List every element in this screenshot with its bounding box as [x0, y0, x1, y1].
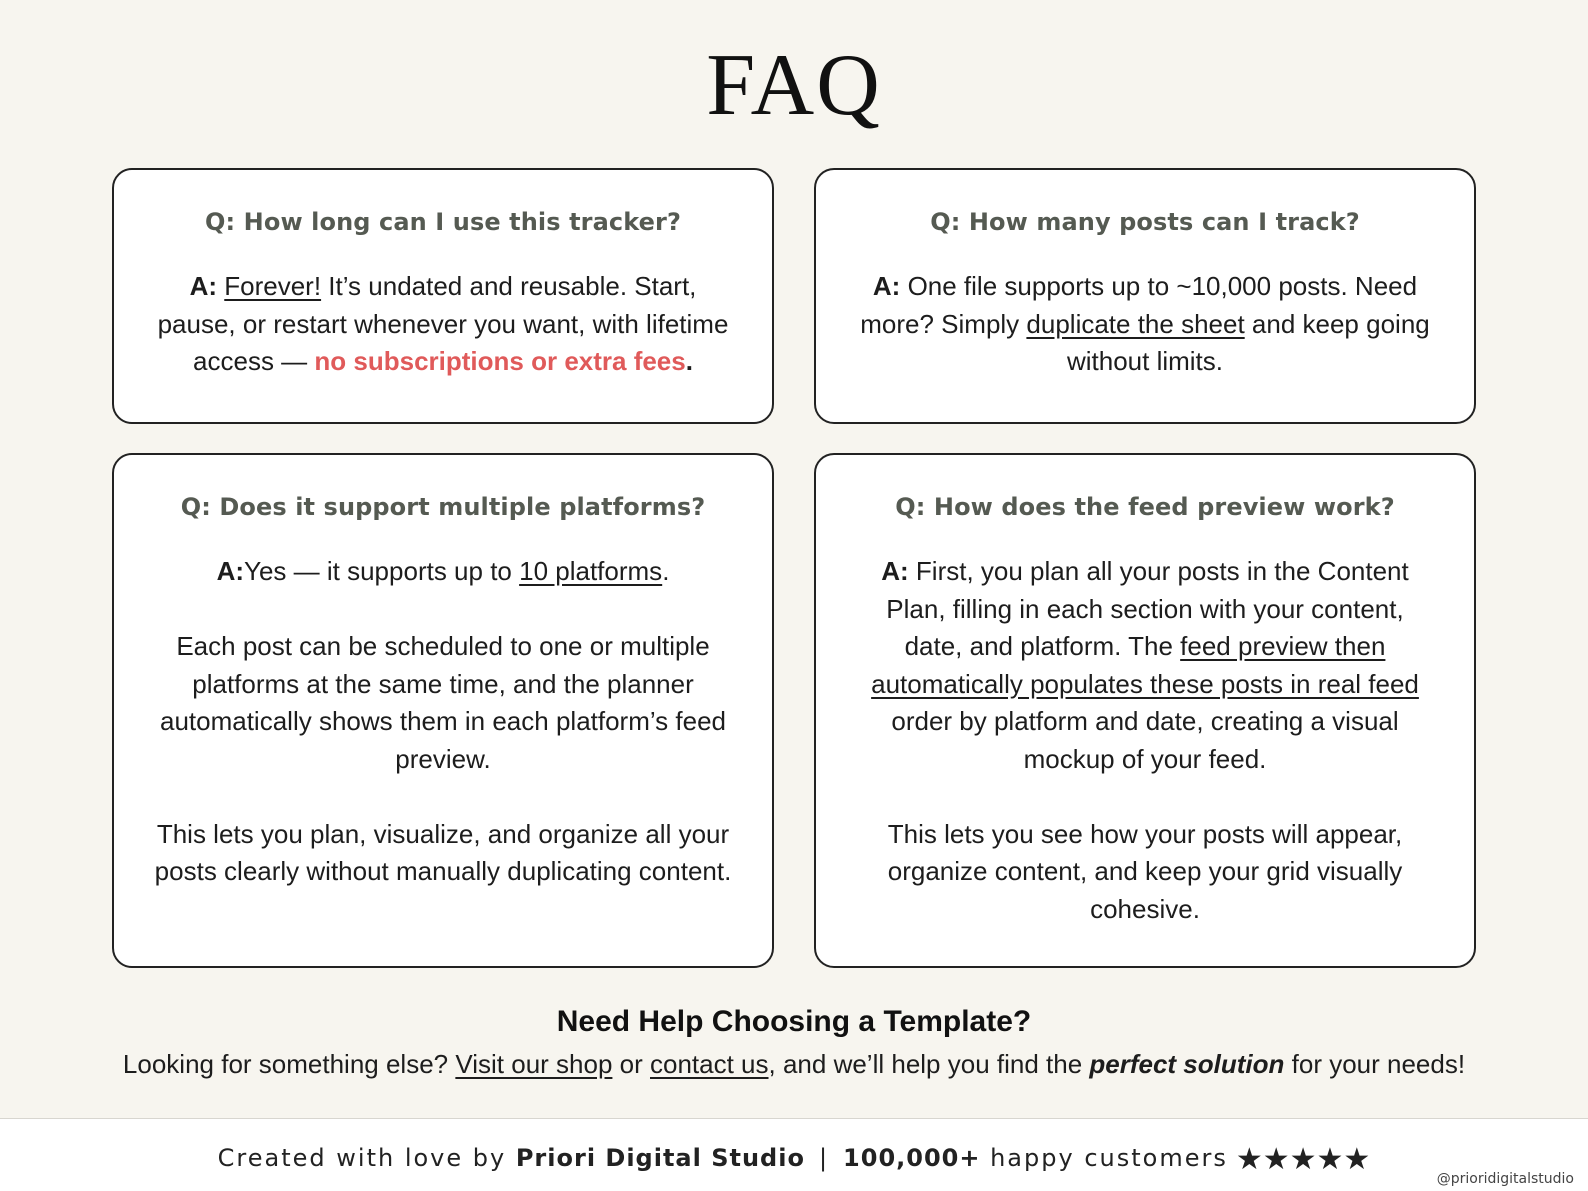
footer: [0, 1118, 1588, 1191]
star-rating-icon: ★★★★★: [1235, 1142, 1371, 1177]
faq-question: Q: Does it support multiple platforms?: [180, 493, 706, 521]
feed-preview-link[interactable]: feed preview then automatically populates these posts in real feed: [871, 631, 1419, 699]
faq-question: Q: How long can I use this tracker?: [205, 208, 681, 236]
no-fees-highlight: no subscriptions or extra fees: [314, 346, 686, 376]
studio-name: Priori Digital Studio: [515, 1144, 805, 1172]
forever-link[interactable]: Forever!: [224, 271, 322, 301]
answer-label: A:: [189, 271, 218, 301]
customers-count: 100,000+: [843, 1144, 981, 1172]
duplicate-sheet-link[interactable]: duplicate the sheet: [1026, 308, 1245, 339]
created-text: Created with love by: [217, 1144, 516, 1172]
page-title: FAQ: [706, 37, 882, 134]
faq-question: Q: How does the feed preview work?: [895, 493, 1395, 521]
faq-answer: [856, 553, 1434, 778]
answer-end: .: [685, 346, 693, 376]
answer-label: A:: [881, 556, 909, 586]
footer-separator: |: [818, 1144, 830, 1172]
help-text-or: or: [612, 1049, 650, 1079]
answer-text: It’s undated and reusable. Start, pause, or restart whenever you want, with lifetime access —: [157, 271, 729, 376]
faq-card-platforms: [112, 453, 774, 968]
answer-text: First, you plan all your posts in the Content Plan, filling in each section with your content, date, and platform. The: [886, 556, 1409, 661]
visit-shop-link[interactable]: Visit our shop: [455, 1049, 613, 1079]
faq-answer: [154, 553, 732, 591]
customers-text: happy customers: [980, 1144, 1228, 1172]
faq-card-lifetime: [112, 168, 774, 424]
platforms-link[interactable]: 10 platforms: [519, 556, 663, 586]
contact-us-link[interactable]: contact us: [650, 1049, 769, 1079]
faq-card-posts: [814, 168, 1476, 424]
faq-answer: [154, 268, 732, 381]
faq-answer-paragraph: Each post can be scheduled to one or multiple platforms at the same time, and the planner automatically shows them in each platform’s feed preview.: [159, 631, 727, 774]
answer-label: A:: [216, 556, 245, 586]
footer-line: [0, 1142, 1588, 1177]
help-title: Need Help Choosing a Template?: [556, 1005, 1032, 1038]
answer-label: A:: [872, 271, 901, 301]
faq-question: Q: How many posts can I track?: [930, 208, 1360, 236]
perfect-solution-emphasis: perfect solution: [1089, 1049, 1285, 1079]
faq-answer-paragraph: This lets you see how your posts will appear, organize content, and keep your grid visually cohesive.: [887, 818, 1403, 924]
help-text: [0, 1049, 1588, 1080]
faq-card-feed-preview: [814, 453, 1476, 968]
help-text-mid: , and we’ll help you find the: [768, 1049, 1090, 1079]
help-text-before: Looking for something else?: [122, 1049, 456, 1079]
faq-answer: [856, 268, 1434, 381]
help-text-after: for your needs!: [1284, 1049, 1466, 1079]
answer-end: order by platform and date, creating a visual mockup of your feed.: [891, 706, 1399, 774]
faq-answer-paragraph: This lets you plan, visualize, and organize all your posts clearly without manually duplicating content.: [154, 818, 732, 886]
social-handle: @prioridigitalstudio: [1436, 1171, 1574, 1187]
answer-text: Yes — it supports up to: [244, 556, 520, 586]
answer-end: and keep going without limits.: [1066, 308, 1430, 376]
answer-end: .: [662, 556, 670, 586]
answer-text: One file supports up to ~10,000 posts. Need more? Simply: [860, 271, 1418, 339]
